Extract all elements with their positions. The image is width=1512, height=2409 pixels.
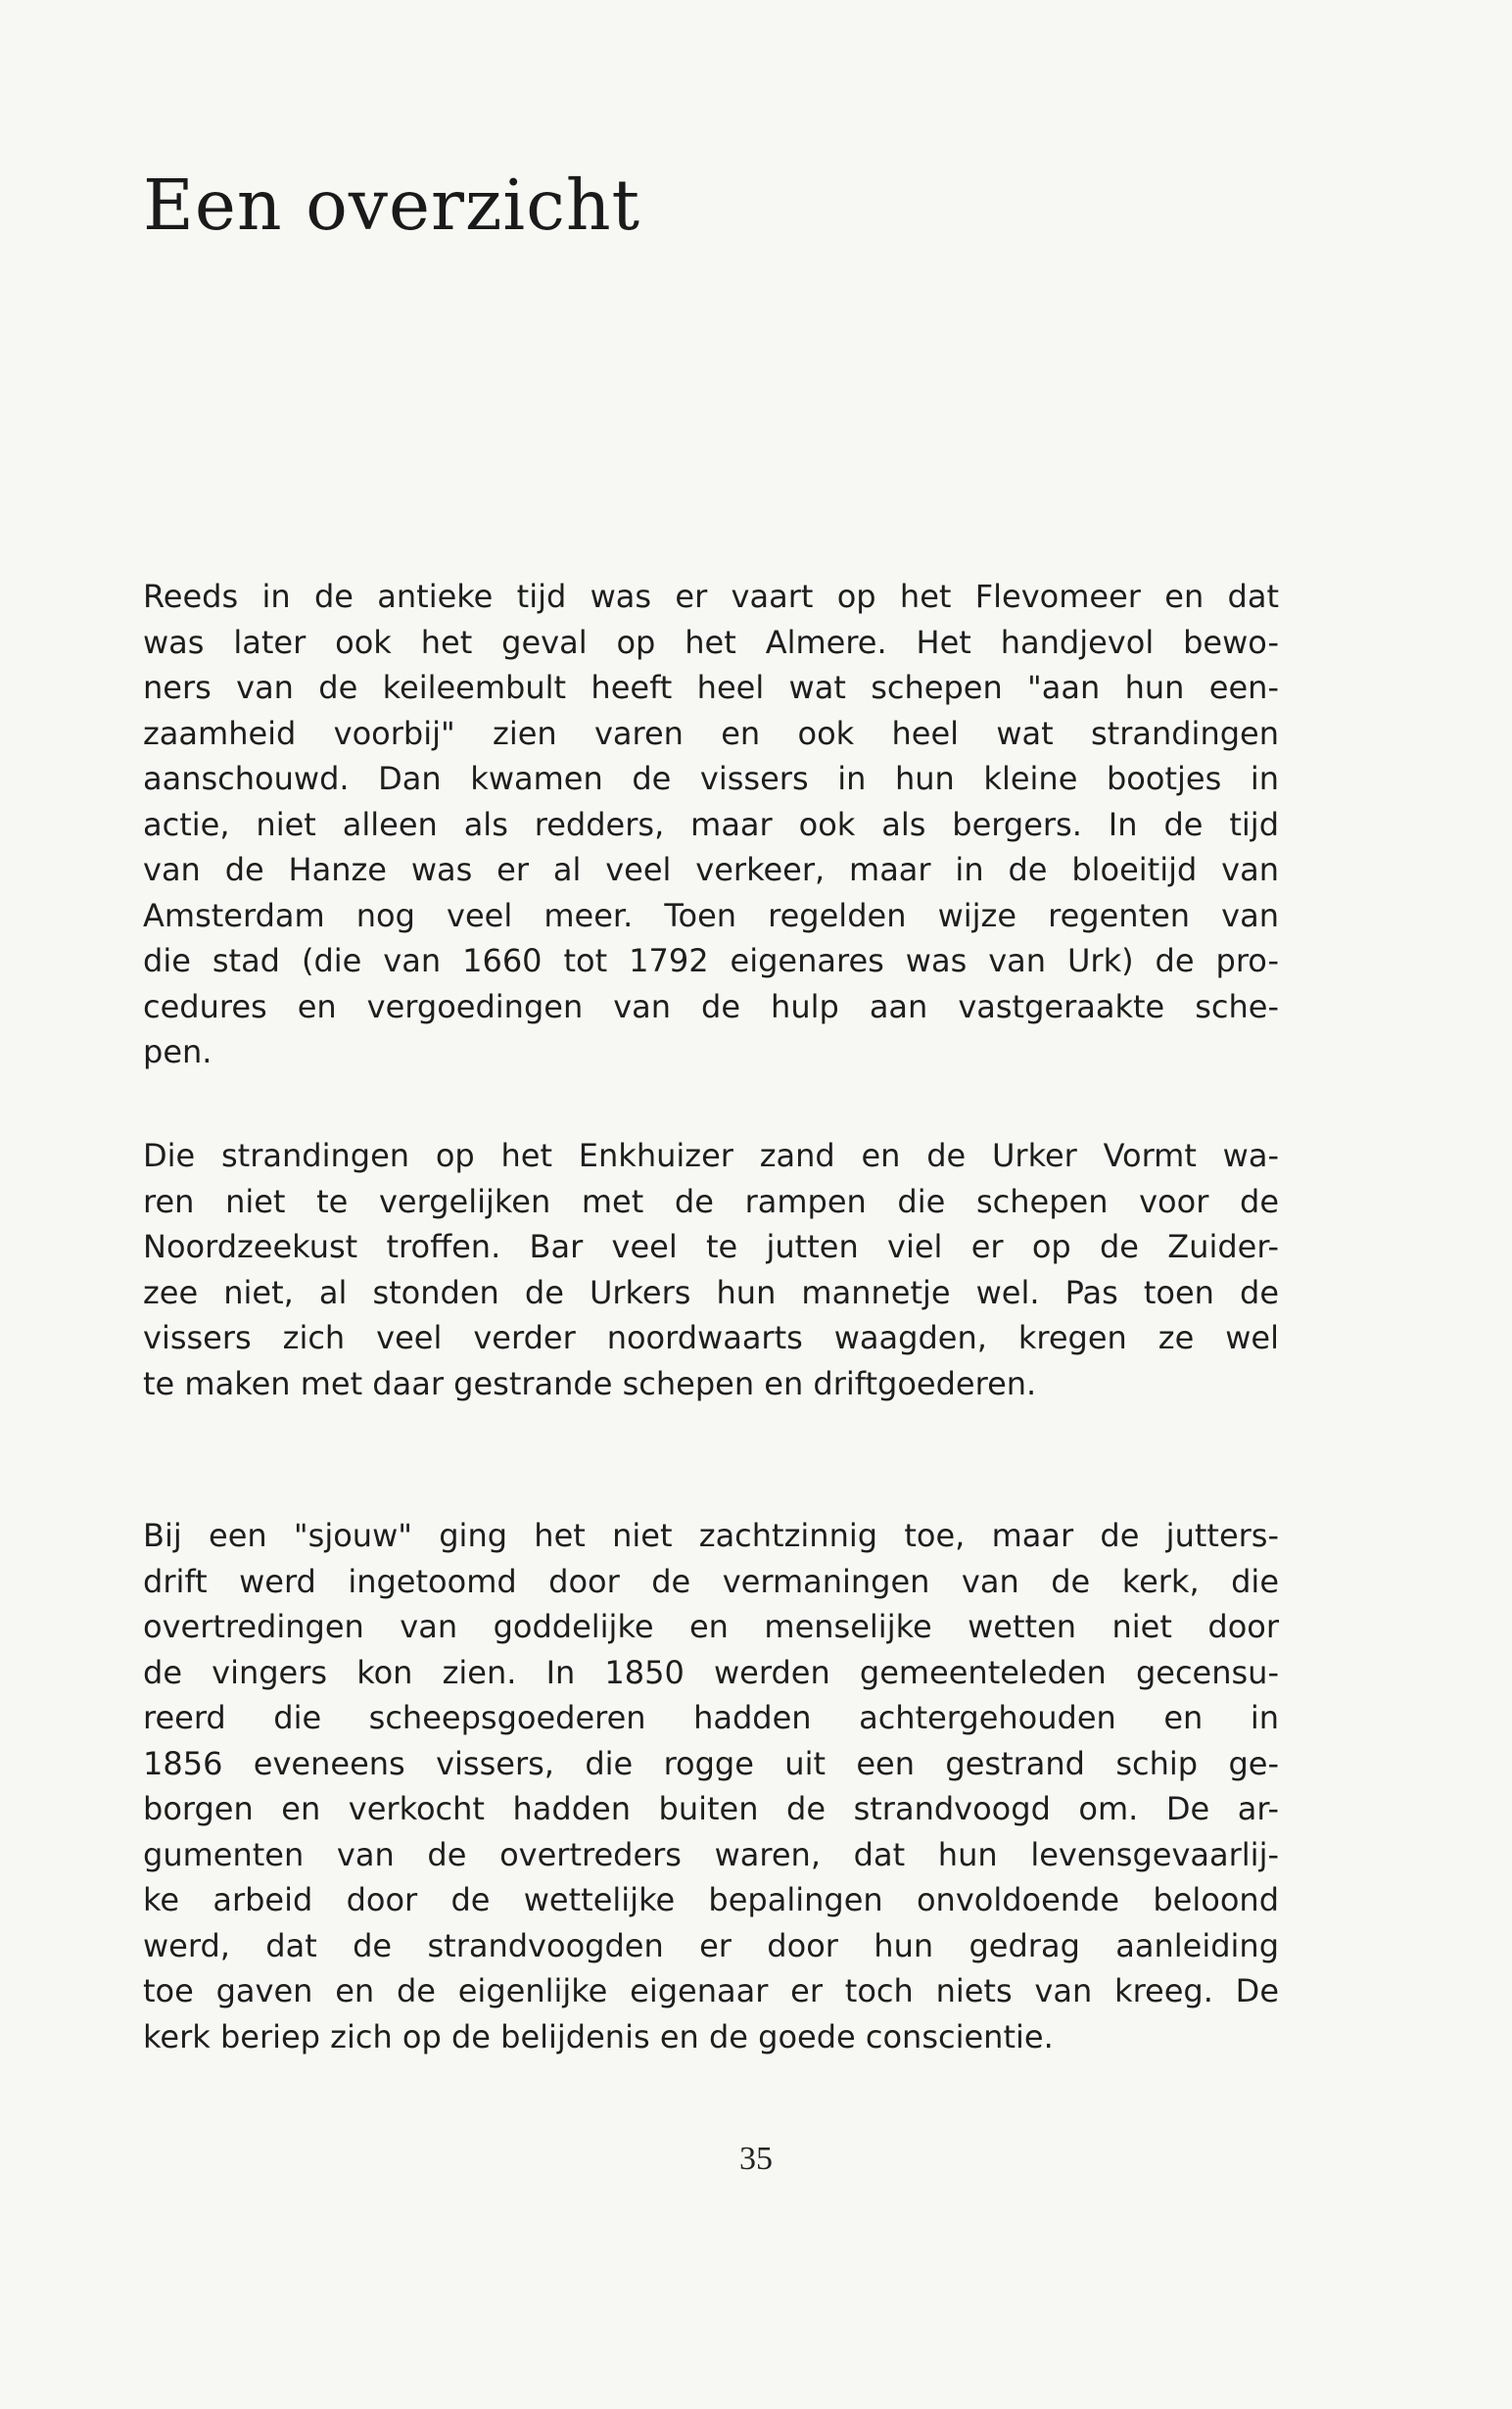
text-line: te maken met daar gestrande schepen en driftgoederen. <box>143 1364 1037 1402</box>
text-line: toe gaven en de eigenlijke eigenaar er toch niets van kreeg. De <box>143 1972 1279 2009</box>
text-line: Die strandingen op het Enkhuizer zand en de Urker Vormt wa- <box>143 1137 1279 1174</box>
text-line: zee niet, al stonden de Urkers hun mannetje wel. Pas toen de <box>143 1273 1279 1311</box>
text-line: Bij een "sjouw" ging het niet zachtzinnig toe, maar de jutters- <box>143 1517 1279 1554</box>
text-line: Amsterdam nog veel meer. Toen regelden wijze regenten van <box>143 896 1279 934</box>
text-line: 1856 eveneens vissers, die rogge uit een gestrand schip ge- <box>143 1744 1279 1782</box>
paragraph <box>143 574 1279 1075</box>
text-line: actie, niet alleen als redders, maar ook als bergers. In de tijd <box>143 805 1279 843</box>
text-line: gumenten van de overtreders waren, dat hun levensgevaarlij- <box>143 1835 1279 1873</box>
text-line: zaamheid voorbij" zien varen en ook heel wat strandingen <box>143 714 1279 752</box>
text-line: vissers zich veel verder noordwaarts waagden, kregen ze wel <box>143 1319 1279 1356</box>
text-line: de vingers kon zien. In 1850 werden gemeenteleden gecensu- <box>143 1653 1279 1691</box>
text-line: kerk beriep zich op de belijdenis en de goede conscientie. <box>143 2017 1054 2055</box>
text-line: pen. <box>143 1033 213 1070</box>
text-line: van de Hanze was er al veel verkeer, maar in de bloeitijd van <box>143 851 1279 888</box>
text-line: werd, dat de strandvoogden er door hun gedrag aanleiding <box>143 1926 1279 1964</box>
text-line: ners van de keileembult heeft heel wat schepen "aan hun een- <box>143 669 1279 706</box>
text-line: was later ook het geval op het Almere. Het handjevol bewo- <box>143 623 1279 661</box>
chapter-title: Een overzicht <box>143 165 641 246</box>
text-line: Reeds in de antieke tijd was er vaart op het Flevomeer en dat <box>143 578 1279 615</box>
text-line: aanschouwd. Dan kwamen de vissers in hun kleine bootjes in <box>143 760 1279 797</box>
page-number: 35 <box>739 2141 773 2177</box>
paragraph <box>143 1133 1279 1406</box>
text-line: ren niet te vergelijken met de rampen die schepen voor de <box>143 1182 1279 1220</box>
paragraph <box>143 1513 1279 2059</box>
text-line: die stad (die van 1660 tot 1792 eigenares was van Urk) de pro- <box>143 942 1279 979</box>
text-line: Noordzeekust troffen. Bar veel te jutten viel er op de Zuider- <box>143 1228 1279 1265</box>
text-line: cedures en vergoedingen van de hulp aan vastgeraakte sche- <box>143 987 1279 1025</box>
text-line: ke arbeid door de wettelijke bepalingen onvoldoende beloond <box>143 1881 1279 1918</box>
text-line: borgen en verkocht hadden buiten de strandvoogd om. De ar- <box>143 1790 1279 1827</box>
text-line: drift werd ingetoomd door de vermaningen van de kerk, die <box>143 1562 1279 1600</box>
text-line: reerd die scheepsgoederen hadden achtergehouden en in <box>143 1699 1279 1736</box>
text-line: overtredingen van goddelijke en menselijke wetten niet door <box>143 1608 1279 1645</box>
